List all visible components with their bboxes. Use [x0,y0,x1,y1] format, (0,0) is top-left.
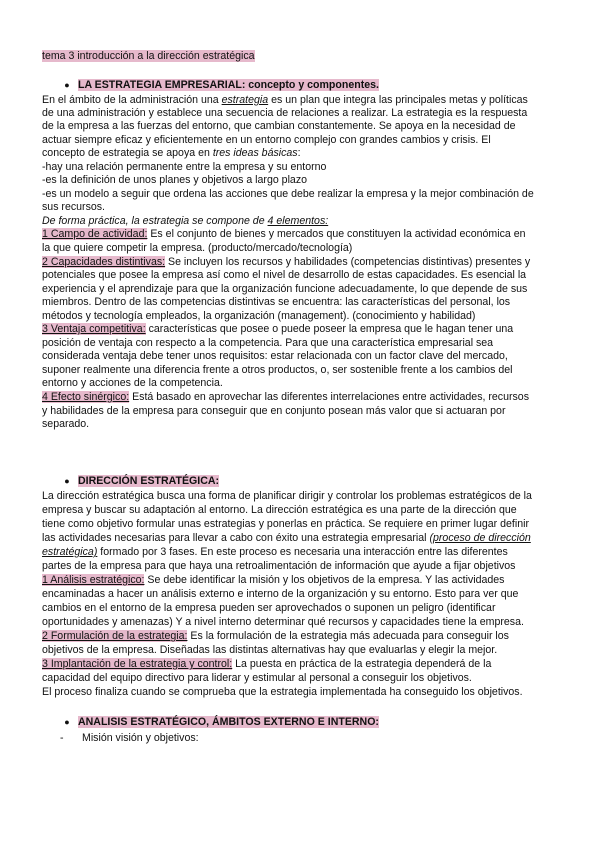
section-heading-direccion: ● DIRECCIÓN ESTRATÉGICA: [56,475,219,488]
paragraph-line: suponer realmente una diferencia frente a otros productos, o, ser sostenible frente a los cambios del [42,364,513,376]
idea-line: -hay una relación permanente entre la empresa y su entorno [42,161,327,173]
section-heading-analisis: ● ANALISIS ESTRATÉGICO, ÁMBITOS EXTERNO E INTERNO: [56,716,379,729]
paragraph-line: concepto de estrategia se apoya en tres ideas básicas: [42,147,301,159]
bullet-icon: ● [64,717,70,727]
phase-formulacion: 2 Formulación de la estrategia: Es la formulación de la estrategia más adecuada para conseguir los [42,630,509,642]
section-heading-estrategia: ● LA ESTRATEGIA EMPRESARIAL: concepto y componentes. [56,79,379,92]
paragraph-line: considerada ventaja debe tener unos requisitos: estar relacionada con un factor clave del mercado, [42,350,508,362]
paragraph-line: capacidad del equipo directivo para liderar y estimular al personal a conseguir los objetivos. [42,672,472,684]
element-ventaja-competitiva: 3 Ventaja competitiva: características que posee o puede poseer la empresa que le hagan tener una [42,323,514,335]
paragraph-line: actuar siempre eficaz y eficientemente en un entorno complejo con grandes cambios y crisis. El [42,134,491,146]
bullet-icon: ● [64,476,70,486]
paragraph-line: objetivos de la empresa. Diseñadas las distintas alternativas hay que evaluarlas y elegir la mejor. [42,644,498,656]
paragraph-line: La dirección estratégica busca una forma de planificar dirigir y controlar los problemas estratégicos de la [42,490,532,502]
paragraph-line: tiene como objetivo formular unas estrategias y ponerlas en práctica. Se requiere en primer lugar definir [42,518,529,530]
paragraph-line: empresa y buscar su adaptación al entorno. La dirección estratégica es una parte de la dirección que [42,504,517,516]
paragraph-line: experiencia y el aprendizaje para que la organización funcione adecuadamente, lo que depende de sus [42,283,528,295]
paragraph-line: El proceso finaliza cuando se comprueba que la estrategia implementada ha conseguido los objetivos. [42,686,523,698]
paragraph-line: entorno y acciones de la competencia. [42,377,223,389]
paragraph-line: métodos y tecnología empleados, la organización (management). (conocimiento y habilidad) [42,310,476,322]
paragraph-line: partes de la empresa para que haya una retroalimentación de información que ayude a fijar objetivos [42,560,516,572]
paragraph-line: encaminadas a hacer un análisis externo e interno de la organización y su entorno. Esto para ver que [42,588,519,600]
paragraph-line: potenciales que posee la empresa así como el nivel de desarrollo de estas capacidades. Es esencial la [42,269,527,281]
paragraph-line: En el ámbito de la administración una estrategia es un plan que integra las principales metas y políticas [42,94,528,106]
element-efecto-sinergico: 4 Efecto sinérgico: Está basado en aprovechar las diferentes interrelaciones entre actividades, recursos [42,391,529,403]
paragraph-line: y habilidades de la empresa para conseguir que en conjunto posean más valor que si actuaran por [42,405,506,417]
paragraph-line: cambios en el entorno de la empresa pueden ser aprovechados o suponen un peligro (identificar [42,602,496,614]
dash-icon: - [60,732,64,744]
paragraph-line: de la empresa a las fuerzas del entorno, que cambian constantemente. Se apoya en la necesidad de [42,120,516,132]
paragraph-line: miembros. Dentro de las competencias distintivas se encuentra: las características del personal, los [42,296,511,308]
idea-line: -es un modelo a seguir que ordena las acciones que debe realizar la empresa y la mejor combinación de [42,188,534,200]
paragraph-line: estratégica) formado por 3 fases. En este proceso es necesaria una interacción entre las diferentes [42,546,508,558]
element-capacidades-distintivas: 2 Capacidades distintivas: Se incluyen los recursos y habilidades (competencias distintivas) presentes y [42,256,531,268]
document-title-label: tema 3 introducción a la dirección estratégica [42,50,255,62]
bullet-icon: ● [64,80,70,90]
paragraph-line: de una administración y establece una secuencia de relaciones a realizar. La estrategia es la respuesta [42,107,528,119]
paragraph-line: posición de ventaja con respecto a la competencia. Para que una característica empresarial sea [42,337,494,349]
idea-line: sus recursos. [42,201,105,213]
idea-line: -es la definición de unos planes y objetivos a largo plazo [42,174,308,186]
paragraph-line: separado. [42,418,90,430]
elements-intro: De forma práctica, la estrategia se compone de 4 elementos: [42,215,329,227]
phase-implantacion: 3 Implantación de la estrategia y control: La puesta en práctica de la estrategia dependerá de la [42,658,492,670]
phase-analisis: 1 Análisis estratégico: Se debe identificar la misión y los objetivos de la empresa. Y las actividades [42,574,505,586]
paragraph-line: la que quiere competir la empresa. (producto/mercado/tecnología) [42,242,353,254]
paragraph-line: oportunidades y amenazas) Y a nivel interno determinar qué recursos y capacidades tiene la empresa. [42,616,524,628]
paragraph-line: las actividades necesarias para llevar a cabo con éxito una estrategia empresarial (proceso de dirección [42,532,531,544]
element-campo-actividad: 1 Campo de actividad: Es el conjunto de bienes y mercados que constituyen la actividad económica en [42,228,526,240]
list-item: - Misión visión y objetivos: [60,732,199,744]
